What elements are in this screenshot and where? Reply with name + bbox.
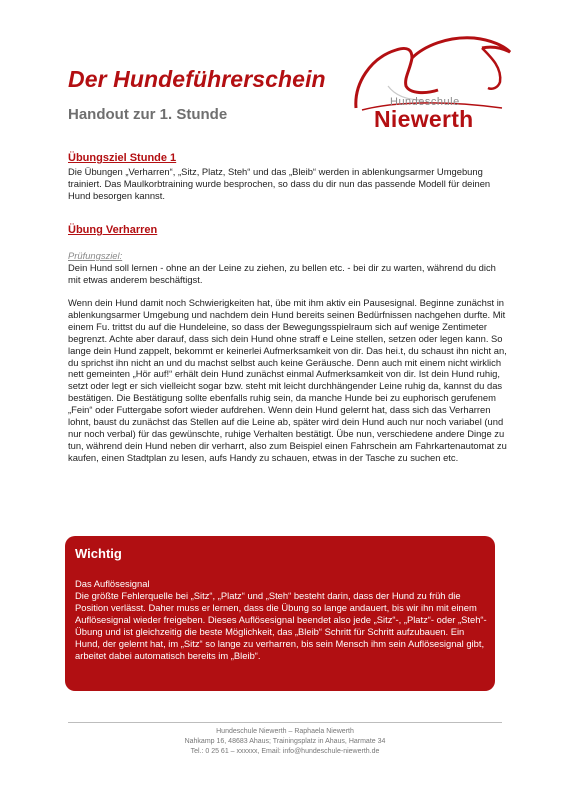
footer-divider [68, 722, 502, 723]
footer-line-3: Tel.: 0 25 61 – xxxxxx, Email: info@hundeschule-niewerth.de [190, 748, 380, 755]
important-box [65, 536, 495, 691]
logo-text-niewerth: Niewerth [374, 106, 474, 132]
logo-text-hundeschule: Hundeschule [390, 96, 460, 108]
document-title: Der Hundeführerschein [68, 66, 326, 92]
verharren-body-text: Wenn dein Hund damit noch Schwierigkeiten hat, übe mit ihm aktiv ein Pausesignal. Beginne zunächst in ablenkungsarmer Umgebung und nachdem dein Hund bereits seinen Bedürfnissen nachgehen durfte. Mit einem Fu. trittst du auf die Hundeleine, so dass der Bewegungsspielraum sich auf wenige Zentimeter begrenzt. Achte aber darauf, dass sich dein Hund ohne straff e Leine stellen, setzen oder legen kann. So lange dein Hund zappelt, bekommt er keinerlei Aufmerksamkeit von dir. Das hei.t, du schaust ihn nicht an, du sprichst ihn nicht an und du machst selbst auch keine Geräusche. Denn auch mit einem nicht wirklich nett gemeinten „Hör auf!“ erhält dein Hund zunächst einmal Aufmerksamkeit von dir. Ist dein Hund ruhig, setzt oder legt er sich vielleicht sogar bzw. steht mit leicht durchhängender Leine ruhig da, kannst du das bestätigen. Die Bestätigung sollte ebenfalls ruhig sein, da manche Hunde bei zu euphorisch gerufenem „Fein“ oder Futtergabe sofort wieder aufdrehen. Wenn dein Hund gelernt hat, dass sich das Verharren lohnt, baust du zunächst das Stellen auf die Leine ab, später wird dein Hund auch nur noch variabel (und nur noch verbal) für das gewünschte, ruhige Verhalten bestätigt. Übe nun, verschiedene andere Dinge zu tun, während dein Hund neben dir verharrt, also zum Beispiel einen Fahrschein am Fahrkartenautomat zu kaufen, einen Stadtplan zu lesen, aufs Handy zu schauen, etwas in der Tasche zu suchen etc. [68, 297, 507, 463]
important-box-text: Die größte Fehlerquelle bei „Sitz“, „Platz“ und „Steh“ besteht darin, dass der Hund zu früh die Position verlässt. Daher muss er lernen, dass die Übung so lange andauert, bis wir ihn mit einem Auflösesignal wieder freigeben. Dieses Auflösesignal beendet also jede „Sitz“-, „Platz“- oder „Steh“-Übung und ist gleichzeitig die beste Möglichkeit, das „Bleib“ Schritt für Schritt aufzubauen. Ein Hund, der gelernt hat, im „Sitz“ so lange zu verharren, bis sein Mensch ihm sein Auflösesignal gibt, arbeitet dabei automatisch bereits im „Bleib“. [75, 590, 487, 661]
important-box-title: Wichtig [75, 546, 122, 561]
section-heading-verharren: Übung Verharren [68, 224, 158, 236]
section-heading-uebungsziel: Übungsziel Stunde 1 [68, 152, 177, 164]
footer-line-1: Hundeschule Niewerth – Raphaela Niewerth [216, 728, 354, 735]
pruefungsziel-text: Dein Hund soll lernen - ohne an der Leine zu ziehen, zu bellen etc. - bei dir zu warten, während du dich mit etwas anderem beschäftigst. [68, 262, 496, 285]
pruefungsziel-label: Prüfungsziel: [68, 250, 123, 261]
important-box-subheading: Das Auflösesignal [75, 578, 150, 589]
footer-line-2: Nahkamp 16, 48683 Ahaus; Trainingsplatz in Ahaus, Harmate 34 [184, 738, 386, 745]
section-text-uebungsziel: Die Übungen „Verharren“, „Sitz, Platz, Steh“ und das „Bleib“ werden in ablenkungsarmer Umgebung trainiert. Das Maulkorbtraining wurde besprochen, so dass du dir nun das passende Modell für deinen Hund besorgen kannst. [68, 166, 491, 201]
document-subtitle: Handout zur 1. Stunde [68, 106, 228, 123]
